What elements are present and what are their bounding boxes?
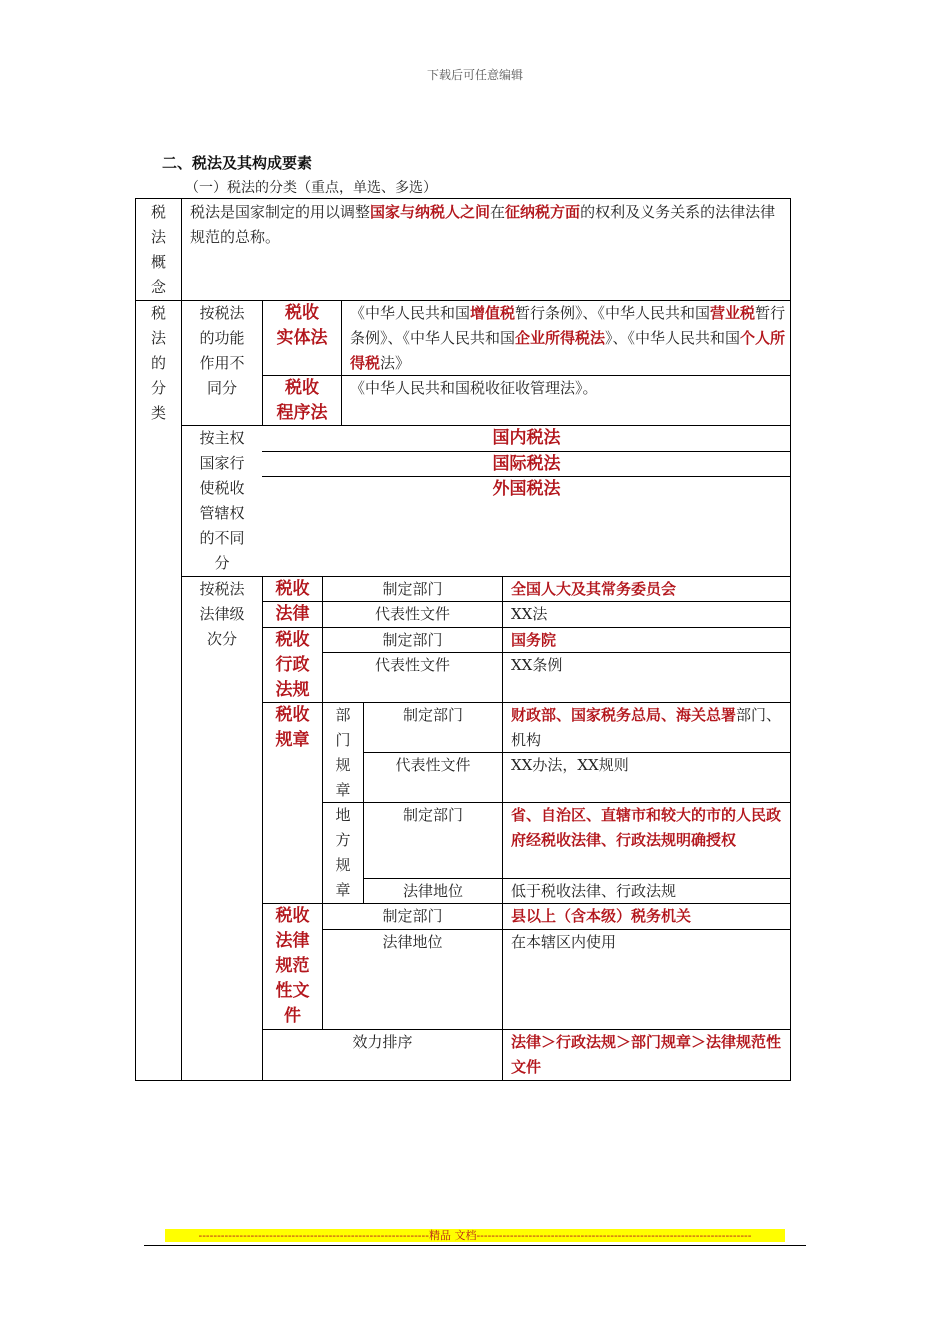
tax-law-maker: 全国人大及其常务委员会 <box>511 580 677 598</box>
subsection-title: （一）税法的分类（重点，单选、多选） <box>185 180 437 196</box>
local-rules-maker: 省、自治区、直辖市和较大的市的人民政府经税收法律、行政法规明确授权 <box>511 806 782 849</box>
tax-rules-label: 税收 规章 <box>275 705 310 750</box>
substantive-law-label: 税收 实体法 <box>276 303 328 348</box>
admin-regulation-maker: 国务院 <box>511 631 557 649</box>
concept-label: 税 法 概 念 <box>150 203 166 296</box>
admin-regulation-doc: XX条例 <box>511 656 563 674</box>
tax-law-maker-label: 制定部门 <box>382 580 443 598</box>
admin-regulation-label: 税收 行政 法规 <box>275 630 310 700</box>
local-rules-label: 地 方 规 章 <box>335 806 351 899</box>
international-tax-law: 国际税法 <box>492 454 561 474</box>
dept-rules-maker: 财政部、国家税务总局、海关总署部门、机构 <box>511 706 782 749</box>
by-level-label: 按税法 法律级 次分 <box>199 580 245 648</box>
dept-rules-doc: XX办法，XX规则 <box>511 756 629 774</box>
tax-law-doc-label: 代表性文件 <box>374 605 450 623</box>
footer-divider <box>144 1245 806 1246</box>
local-rules-status: 低于税收法律、行政法规 <box>511 882 677 900</box>
tax-law-doc: XX法 <box>511 605 548 623</box>
normative-docs-maker-label: 制定部门 <box>382 907 443 925</box>
ranking-label: 效力排序 <box>352 1033 413 1051</box>
admin-regulation-maker-label: 制定部门 <box>382 631 443 649</box>
by-jurisdiction-label: 按主权 国家行 使税收 管辖权 的不同 分 <box>199 429 245 572</box>
normative-docs-label: 税收 法律 规范 性文 件 <box>275 906 310 1026</box>
page-footer: --------------------------------------------------------------精品 文档-------------------------------------------------------------------------- <box>165 1229 785 1242</box>
ranking: 法律＞行政法规＞部门规章＞法律规范性文件 <box>511 1033 782 1076</box>
substantive-law-examples: 《中华人民共和国增值税暂行条例》、《中华人民共和国营业税暂行条例》、《中华人民共和国企业所得税法》、《中华人民共和国个人所得税法》 <box>350 304 786 372</box>
dept-rules-maker-label: 制定部门 <box>402 706 463 724</box>
procedural-law-label: 税收 程序法 <box>276 378 328 423</box>
procedural-law-example: 《中华人民共和国税收征收管理法》。 <box>350 379 598 397</box>
local-rules-maker-label: 制定部门 <box>402 806 463 824</box>
dept-rules-doc-label: 代表性文件 <box>395 756 471 774</box>
tax-law-label: 税收 法律 <box>275 579 310 624</box>
admin-regulation-doc-label: 代表性文件 <box>374 656 450 674</box>
page-header: 下载后可任意编辑 <box>426 68 523 82</box>
concept-text: 税法是国家制定的用以调整国家与纳税人之间在征纳税方面的权利及义务关系的法律法律规范的总称。 <box>190 203 776 246</box>
by-function-label: 按税法 的功能 作用不 同分 <box>199 304 245 397</box>
classification-label: 税 法 的 分 类 <box>150 304 166 422</box>
domestic-tax-law: 国内税法 <box>492 428 561 448</box>
foreign-tax-law: 外国税法 <box>492 479 561 499</box>
section-title: 二、税法及其构成要素 <box>162 154 313 172</box>
normative-docs-status-label: 法律地位 <box>382 933 443 951</box>
normative-docs-status: 在本辖区内使用 <box>511 933 617 951</box>
local-rules-status-label: 法律地位 <box>402 882 463 900</box>
normative-docs-maker: 县以上（含本级）税务机关 <box>511 907 692 925</box>
dept-rules-label: 部 门 规 章 <box>335 706 351 799</box>
